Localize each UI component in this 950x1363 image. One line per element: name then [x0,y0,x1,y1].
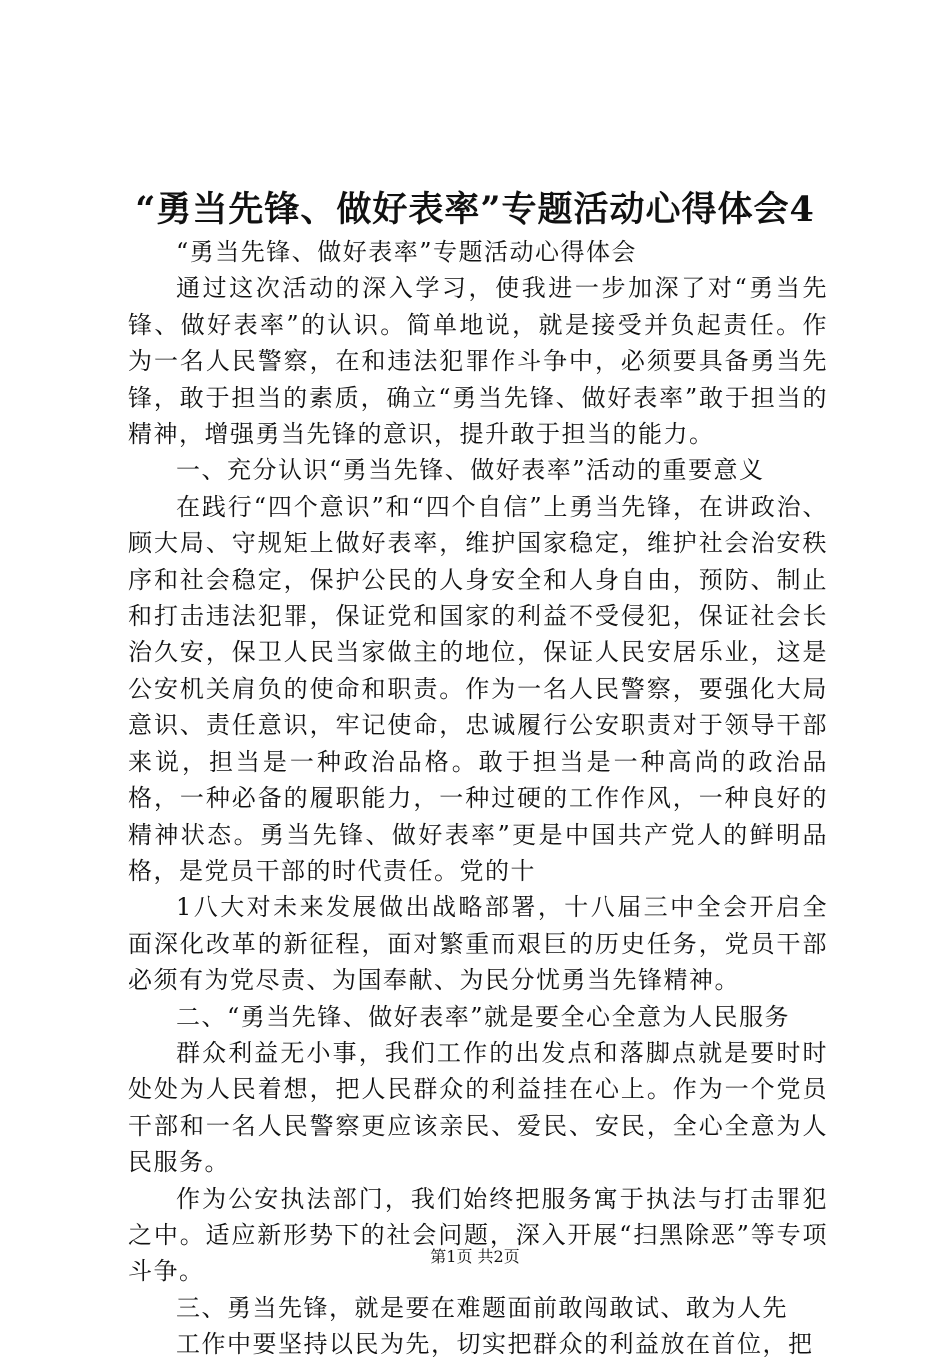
section-1-continuation: 1八大对未来发展做出战略部署，十八届三中全会开启全面深化改革的新征程，面对繁重而艰巨的历史任务，党员干部必须有为党尽责、为国奉献、为民分忧勇当先锋精神。 [128,893,828,995]
section-2-paragraph-2: 作为公安执法部门，我们始终把服务寓于执法与打击罪犯之中。适应新形势下的社会问题，深入开展“扫黑除恶”等专项斗争。 [128,1184,828,1286]
subtitle-paragraph: “勇当先锋、做好表率”专题活动心得体会 [176,238,638,266]
intro-paragraph: 通过这次活动的深入学习，使我进一步加深了对“勇当先锋、做好表率”的认识。简单地说，就是接受并负起责任。作为一名人民警察，在和违法犯罪作斗争中，必须要具备勇当先锋，敢于担当的素质，确立“勇当先锋、做好表率”敢于担当的精神，增强勇当先锋的意识，提升敢于担当的能力。 [128,274,828,449]
section-3-paragraph: 工作中要坚持以民为先，切实把群众的利益放在首位，把 [176,1330,814,1359]
page-footer: 第1页 共2页 [430,1247,520,1266]
document-body [128,234,828,1363]
section-2-paragraph-1: 群众利益无小事，我们工作的出发点和落脚点就是要时时处处为人民着想，把人民群众的利益挂在心上。作为一个党员干部和一名人民警察更应该亲民、爱民、安民，全心全意为人民服务。 [128,1038,828,1177]
document-title: “勇当先锋、做好表率”专题活动心得体会4 [135,189,815,230]
section-heading-1: 一、充分认识“勇当先锋、做好表率”活动的重要意义 [176,456,765,485]
section-1-paragraph: 在践行“四个意识”和“四个自信”上勇当先锋，在讲政治、顾大局、守规矩上做好表率，维护国家稳定，维护社会治安秩序和社会稳定，保护公民的人身安全和人身自由，预防、制止和打击违法犯罪，保证党和国家的利益不受侵犯，保证社会长治久安，保卫人民当家做主的地位，保证人民安居乐业，这是公安机关肩负的使命和职责。作为一名人民警察，要强化大局意识、责任意识，牢记使命，忠诚履行公安职责对于领导干部来说，担当是一种政治品格。敢于担当是一种高尚的政治品格，一种必备的履职能力，一种过硬的工作作风，一种良好的精神状态。勇当先锋、做好表率”更是中国共产党人的鲜明品格，是党员干部的时代责任。党的十 [128,492,828,885]
section-heading-2: 二、“勇当先锋、做好表率”就是要全心全意为人民服务 [176,1002,791,1031]
section-heading-3: 三、勇当先锋，就是要在难题面前敢闯敢试、敢为人先 [176,1293,788,1322]
